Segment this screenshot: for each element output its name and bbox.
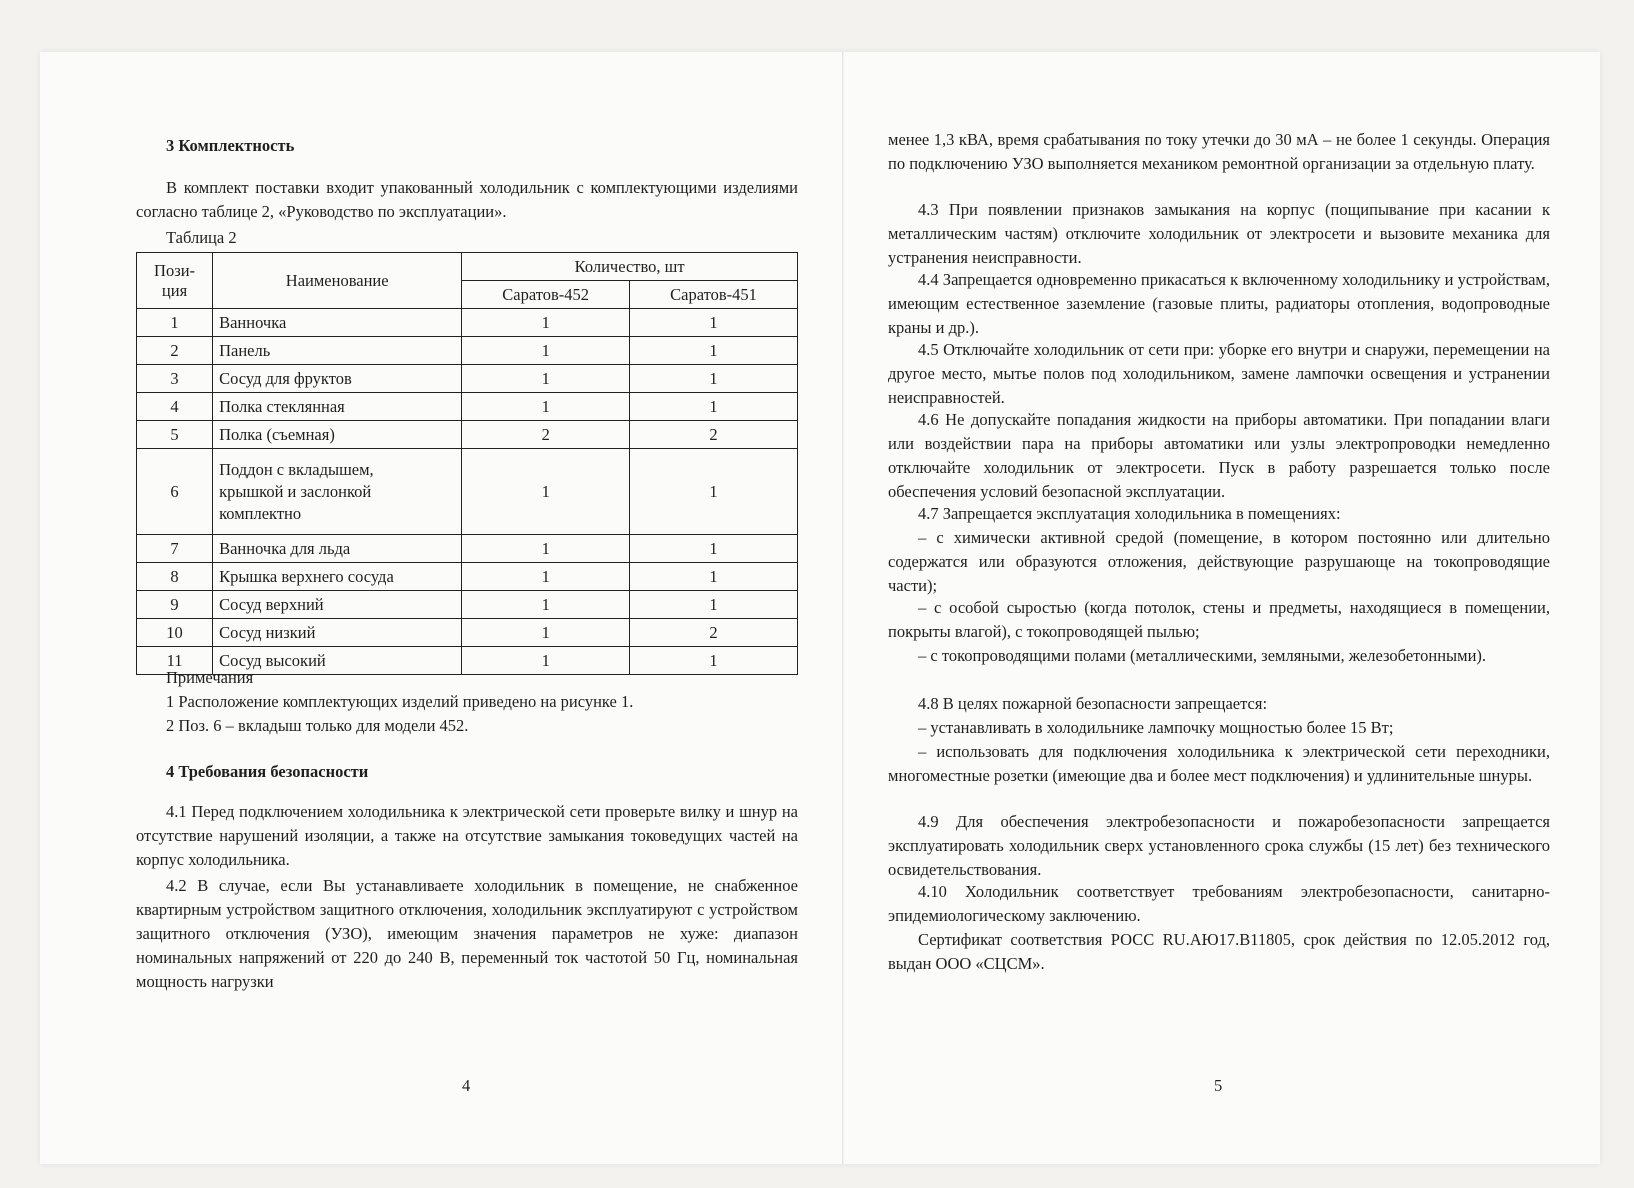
row-name: Сосуд для фруктов (213, 365, 462, 393)
row-qty-model2: 1 (630, 309, 798, 337)
table-row (137, 309, 798, 337)
row-name: Сосуд верхний (213, 591, 462, 619)
row-qty-model2: 1 (630, 535, 798, 563)
row-position: 4 (137, 393, 213, 421)
row-name: Поддон с вкладышем, крышкой и заслонкой комплектно (213, 449, 462, 535)
note-1: 1 Расположение комплектующих изделий приведено на рисунке 1. (166, 692, 634, 711)
row-name: Полка стеклянная (213, 393, 462, 421)
paragraph-4-7-c: – с токопроводящими полами (металлическими, земляными, железобетонными). (918, 646, 1487, 665)
certificate-paragraph: Сертификат соответствия РОСС RU.АЮ17.В11805, срок действия по 12.05.2012 год, выдан ООО «СЦСМ». (888, 930, 1550, 973)
table-row (137, 535, 798, 563)
row-position: 9 (137, 591, 213, 619)
row-qty-model2: 1 (630, 393, 798, 421)
table-row (137, 591, 798, 619)
paragraph-4-5: 4.5 Отключайте холодильник от сети при: уборке его внутри и снаружи, перемещении на другое место, мытье полов под холодильником, замене лампочки освещения и устранении неисправностей. (888, 340, 1550, 407)
table-row (137, 619, 798, 647)
paragraph-4-7-b: – с особой сыростью (когда потолок, стены и предметы, находящиеся в помещении, покрыты влагой), с токопроводящей пылью; (888, 598, 1550, 641)
paragraph-4-8-a: – устанавливать в холодильнике лампочку мощностью более 15 Вт; (918, 718, 1394, 737)
col-model2-header: Саратов-451 (630, 281, 798, 309)
table-row (137, 365, 798, 393)
row-name: Ванночка для льда (213, 535, 462, 563)
row-qty-model2: 1 (630, 337, 798, 365)
section-3-title: 3 Комплектность (166, 136, 295, 155)
row-qty-model1: 1 (462, 591, 630, 619)
page-number-left: 4 (462, 1076, 471, 1095)
table-row (137, 421, 798, 449)
kit-table (136, 252, 798, 675)
row-position: 8 (137, 563, 213, 591)
section-4-title: 4 Требования безопасности (166, 762, 369, 781)
row-position: 10 (137, 619, 213, 647)
note-2: 2 Поз. 6 – вкладыш только для модели 452. (166, 716, 469, 735)
row-name: Крышка верхнего сосуда (213, 563, 462, 591)
row-qty-model2: 1 (630, 365, 798, 393)
table-row (137, 337, 798, 365)
row-qty-model2: 2 (630, 619, 798, 647)
row-position: 3 (137, 365, 213, 393)
col-quantity-header: Количество, шт (462, 253, 798, 281)
row-name: Ванночка (213, 309, 462, 337)
paragraph-4-2: 4.2 В случае, если Вы устанавливаете холодильник в помещение, не снабженное квартирным устройством защитного отключения, холодильник эксплуатируют с устройством защитного отключения (УЗО), имеющим значения параметров не хуже: диапазон номинальных напряжений от 220 до 240 В, переменный ток частотой 50 Гц, номинальная мощность нагрузки (136, 876, 798, 991)
paragraph-4-3: 4.3 При появлении признаков замыкания на корпус (пощипывание при касании к металлическим частям) отключите холодильник от электросети и вызовите механика для устранения неисправности. (888, 200, 1550, 267)
row-qty-model1: 1 (462, 563, 630, 591)
table-row (137, 563, 798, 591)
row-qty-model2: 1 (630, 563, 798, 591)
paragraph-4-8: 4.8 В целях пожарной безопасности запрещается: (918, 694, 1268, 713)
row-qty-model1: 1 (462, 365, 630, 393)
col-position-header: Пози-ция (137, 253, 213, 309)
paragraph-4-8-b: – использовать для подключения холодильника к электрической сети переходники, многоместные розетки (имеющие два и более мест подключения) и удлинительные шнуры. (888, 742, 1550, 785)
table-caption: Таблица 2 (166, 228, 237, 247)
row-name: Сосуд высокий (213, 647, 462, 675)
row-position: 7 (137, 535, 213, 563)
row-qty-model1: 1 (462, 647, 630, 675)
paragraph-4-7-a: – с химически активной средой (помещение, в котором постоянно или длительно содержатся или образуются отложения, действующие разрушающе на токопроводящие части); (888, 528, 1550, 595)
paragraph-4-4: 4.4 Запрещается одновременно прикасаться к включенному холодильнику и устройствам, имеющим естественное заземление (газовые плиты, радиаторы отопления, водопроводные краны и др.). (888, 270, 1550, 337)
row-position: 5 (137, 421, 213, 449)
table-row (137, 393, 798, 421)
row-qty-model1: 2 (462, 421, 630, 449)
col-model1-header: Саратов-452 (462, 281, 630, 309)
row-name: Панель (213, 337, 462, 365)
paragraph-4-7: 4.7 Запрещается эксплуатация холодильника в помещениях: (918, 504, 1341, 523)
row-position: 6 (137, 449, 213, 535)
paragraph-4-10: 4.10 Холодильник соответствует требованиям электробезопасности, санитарно-эпидемиологическому заключению. (888, 882, 1550, 925)
row-qty-model1: 1 (462, 309, 630, 337)
intro-paragraph: В комплект поставки входит упакованный холодильник с комплектующими изделиями согласно таблице 2, «Руководство по эксплуатации». (136, 178, 798, 221)
row-qty-model2: 1 (630, 449, 798, 535)
row-qty-model1: 1 (462, 337, 630, 365)
page-fold (842, 52, 844, 1164)
row-qty-model1: 1 (462, 535, 630, 563)
row-qty-model2: 1 (630, 591, 798, 619)
row-qty-model1: 1 (462, 449, 630, 535)
row-qty-model2: 1 (630, 647, 798, 675)
paragraph-4-6: 4.6 Не допускайте попадания жидкости на приборы автоматики. При попадании влаги или воздействии пара на приборы автоматики или узлы электропроводки немедленно отключайте холодильник от электросети. Пуск в работу разрешается только после обеспечения условий безопасной эксплуатации. (888, 410, 1550, 501)
row-qty-model1: 1 (462, 619, 630, 647)
row-name: Сосуд низкий (213, 619, 462, 647)
row-name: Полка (съемная) (213, 421, 462, 449)
row-qty-model2: 2 (630, 421, 798, 449)
table-row (137, 449, 798, 535)
col-name-header: Наименование (213, 253, 462, 309)
paragraph-4-2-continued: менее 1,3 кВА, время срабатывания по току утечки до 30 мА – не более 1 секунды. Операция по подключению УЗО выполняется механиком ремонтной организации за отдельную плату. (888, 130, 1550, 173)
page-number-right: 5 (1214, 1076, 1223, 1095)
row-qty-model1: 1 (462, 393, 630, 421)
paragraph-4-1: 4.1 Перед подключением холодильника к электрической сети проверьте вилку и шнур на отсутствие нарушений изоляции, а также на отсутствие замыкания токоведущих частей на корпус холодильника. (136, 802, 798, 869)
row-position: 1 (137, 309, 213, 337)
row-position: 11 (137, 647, 213, 675)
paragraph-4-9: 4.9 Для обеспечения электробезопасности и пожаробезопасности запрещается эксплуатировать холодильник сверх установленного срока службы (15 лет) без технического освидетельствования. (888, 812, 1550, 879)
notes-title: Примечания (166, 668, 254, 687)
row-position: 2 (137, 337, 213, 365)
